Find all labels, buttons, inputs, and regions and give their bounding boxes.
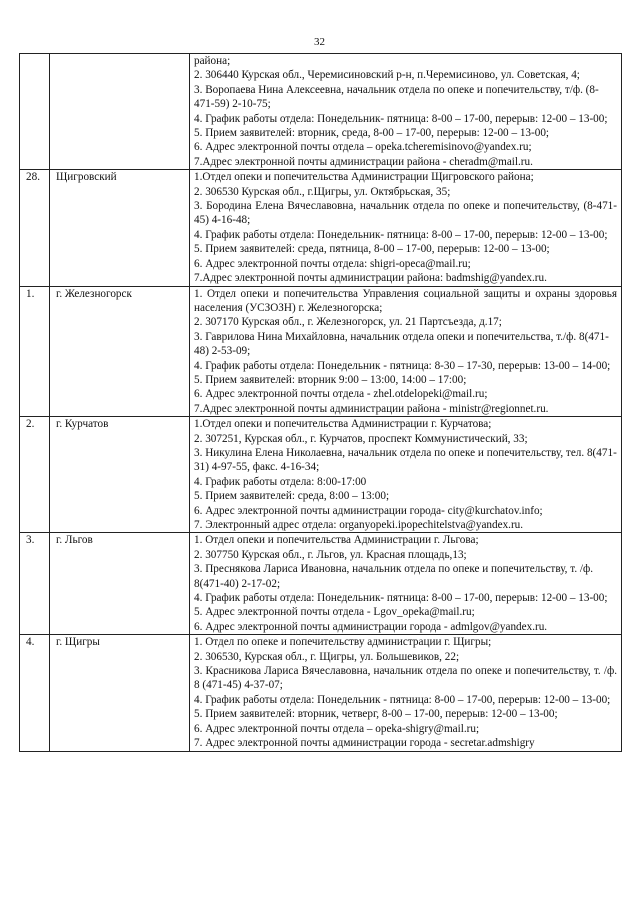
info-line: 4. График работы отдела: Понедельник- пятница: 8-00 – 17-00, перерыв: 12-00 – 13-00;	[194, 592, 608, 605]
row-number: 3.	[20, 533, 50, 635]
district-info	[190, 286, 622, 417]
table-row	[20, 54, 622, 170]
info-line: 2. 307170 Курская обл., г. Железногорск, ул. 21 Партсъезда, д.17;	[194, 316, 502, 329]
info-line: 5. Прием заявителей: вторник, четверг, 8-00 – 17-00, перерыв: 12-00 – 13-00;	[194, 708, 558, 721]
district-name: г. Железногорск	[50, 286, 190, 417]
table-row	[20, 170, 622, 286]
info-line: 6. Адрес электронной почты отдела – opeka-shigry@mail.ru;	[194, 722, 480, 735]
info-line: 6. Адрес электронной почты отдела – opeka.tcheremisinovo@yandex.ru;	[194, 141, 532, 154]
info-line: 3. Преснякова Лариса Ивановна, начальник отдела по опеке и попечительству, т. /ф. 8(471-40) 2-17-02;	[194, 563, 594, 590]
info-line: 7.Адрес электронной почты администрации района: badmshig@yandex.ru.	[194, 272, 547, 285]
info-line: 6. Адрес электронной почты отдела - zhel.otdelopeki@mail.ru;	[194, 388, 488, 401]
info-line: 4. График работы отдела: 8:00-17:00	[194, 475, 367, 488]
info-line: 5. Адрес электронной почты отдела - Lgov_opeka@mail.ru;	[194, 606, 475, 619]
info-line: 3. Красникова Лариса Вячеславовна, начальник отдела по опеке и попечительству, т. /ф. 8 (471-45) 4-37-07;	[194, 665, 617, 692]
page-number: 32	[314, 36, 325, 48]
info-line: 5. Прием заявителей: вторник, среда, 8-00 – 17-00, перерыв: 12-00 – 13-00;	[194, 127, 550, 140]
info-line: 4. График работы отдела: Понедельник - пятница: 8-00 – 17-00, перерыв: 12-00 – 13-00;	[194, 693, 611, 706]
district-name: г. Щигры	[50, 635, 190, 751]
info-line: 5. Прием заявителей: вторник 9:00 – 13:00, 14:00 – 17:00;	[194, 373, 467, 386]
info-line: 7.Адрес электронной почты администрации района - cheradm@mail.ru.	[194, 155, 533, 168]
district-info	[190, 170, 622, 286]
table-row	[20, 533, 622, 635]
row-number: 2.	[20, 417, 50, 533]
info-line: 1. Отдел опеки и попечительства Администрации г. Льгова;	[194, 534, 479, 547]
info-line: 6. Адрес электронной почты администрации города- city@kurchatov.info;	[194, 504, 543, 517]
info-line: 6. Адрес электронной почты администрации города - admlgov@yandex.ru.	[194, 620, 548, 633]
district-info	[190, 533, 622, 635]
info-line: 3. Никулина Елена Николаевна, начальник отдела по опеке и попечительству, тел. 8(471-31) 4-97-55, факс. 4-16-34;	[194, 446, 617, 474]
info-line: 2. 306440 Курская обл., Черемисиновский р-н, п.Черемисиново, ул. Советская, 4;	[194, 69, 580, 82]
table-row	[20, 417, 622, 533]
row-number: 28.	[20, 170, 50, 286]
district-info	[190, 635, 622, 751]
table-row	[20, 286, 622, 417]
district-name: Щигровский	[50, 170, 190, 286]
row-number: 4.	[20, 635, 50, 751]
info-line: района;	[194, 55, 231, 67]
registry-table	[19, 53, 622, 752]
info-line: 1.Отдел опеки и попечительства Администрации г. Курчатова;	[194, 418, 492, 431]
table-row	[20, 635, 622, 751]
info-line: 4. График работы отдела: Понедельник - пятница: 8-30 – 17-30, перерыв: 13-00 – 14-00;	[194, 359, 611, 372]
info-line: 3. Воропаева Нина Алексеевна, начальник отдела по опеке и попечительству, т/ф. (8-471-59) 2-10-75;	[194, 83, 599, 111]
info-line: 5. Прием заявителей: среда, 8:00 – 13:00;	[194, 490, 390, 503]
info-line: 2. 307750 Курская обл., г. Льгов, ул. Красная площадь,13;	[194, 548, 467, 561]
info-line: 7. Электронный адрес отдела: organyopeki.ipopechitelstva@yandex.ru.	[194, 519, 524, 531]
info-line: 1. Отдел по опеке и попечительству администрации г. Щигры;	[194, 636, 492, 649]
info-line: 1.Отдел опеки и попечительства Администрации Щигровского района;	[194, 171, 534, 184]
info-line: 2. 306530, Курская обл., г. Щигры, ул. Большевиков, 22;	[194, 650, 460, 663]
row-number: 1.	[20, 286, 50, 417]
info-line: 7.Адрес электронной почты администрации района - ministr@regionnet.ru.	[194, 402, 549, 415]
info-line: 3. Бородина Елена Вячеславовна, начальник отдела по опеке и попечительству, (8-471-45) 4-16-48;	[194, 200, 617, 227]
info-line: 4. График работы отдела: Понедельник- пятница: 8-00 – 17-00, перерыв: 12-00 – 13-00;	[194, 228, 608, 241]
row-number	[20, 54, 50, 170]
info-line: 1. Отдел опеки и попечительства Управления социальной защиты и охраны здоровья населения (УСЗОЗН) г. Железногорска;	[194, 287, 617, 314]
district-name: г. Курчатов	[50, 417, 190, 533]
district-name	[50, 54, 190, 170]
info-line: 2. 307251, Курская обл., г. Курчатов, проспект Коммунистический, 33;	[194, 432, 528, 445]
info-line: 5. Прием заявителей: среда, пятница, 8-00 – 17-00, перерыв: 12-00 – 13-00;	[194, 243, 550, 256]
info-line: 2. 306530 Курская обл., г.Щигры, ул. Октябрьская, 35;	[194, 185, 451, 198]
info-line: 3. Гаврилова Нина Михайловна, начальник отдела опеки и попечительства, т./ф. 8(471-48) 2-53-09;	[194, 330, 609, 358]
info-line: 7. Адрес электронной почты администрации города - secretar.admshigry	[194, 737, 535, 750]
district-name: г. Льгов	[50, 533, 190, 635]
district-info	[190, 54, 622, 170]
info-line: 6. Адрес электронной почты отдела: shigri-opeca@mail.ru;	[194, 257, 471, 270]
district-info	[190, 417, 622, 533]
info-line: 4. График работы отдела: Понедельник- пятница: 8-00 – 17-00, перерыв: 12-00 – 13-00;	[194, 112, 608, 125]
